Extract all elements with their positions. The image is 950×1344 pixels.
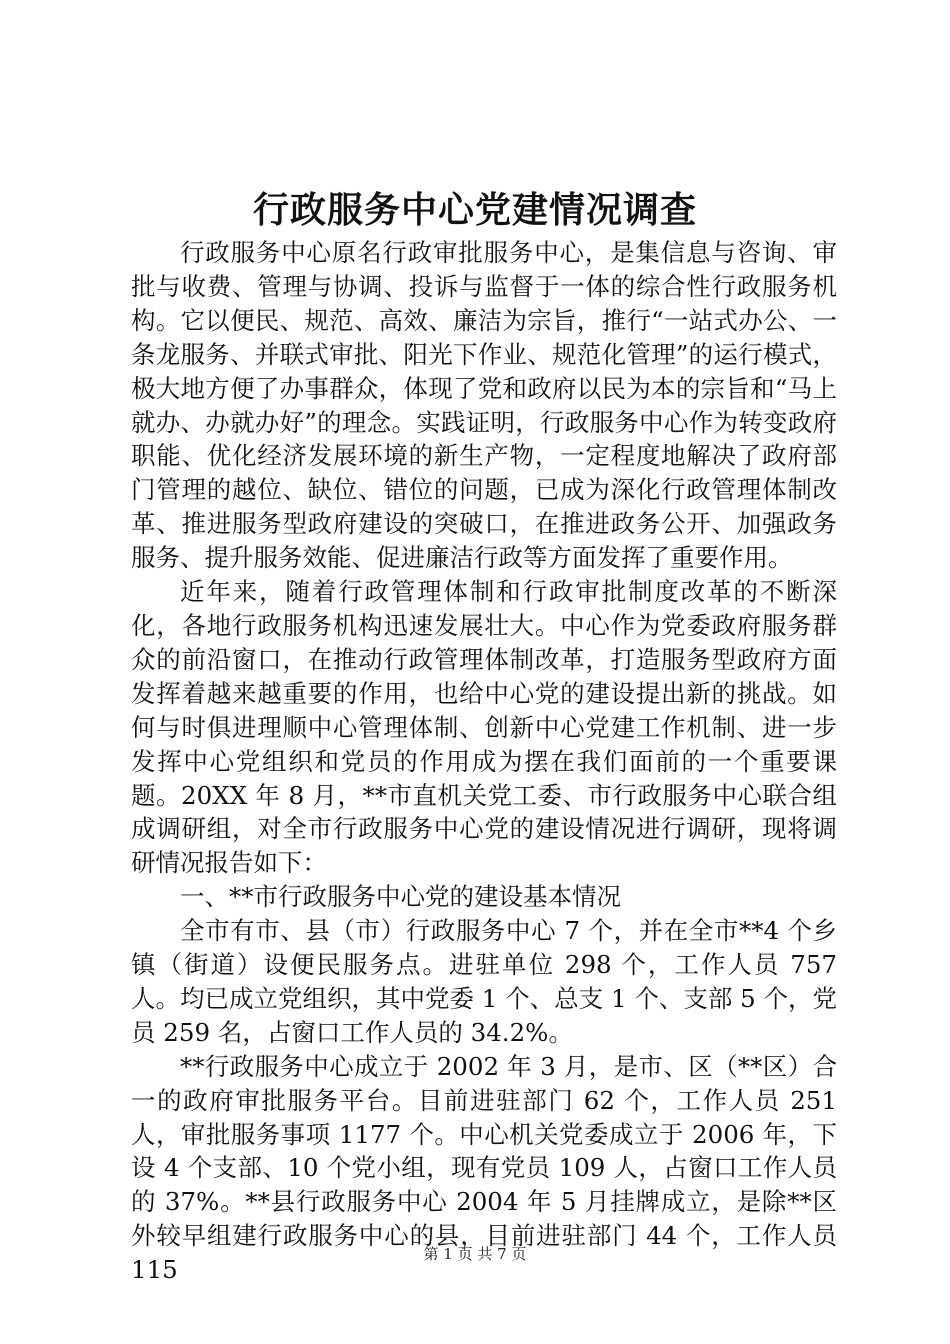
paragraph-overview: 全市有市、县（市）行政服务中心 7 个，并在全市**4 个乡镇（街道）设便民服务点。进驻单位 298 个，工作人员 757 人。均已成立党组织，其中党委 1 个、总支 1 个、支部 5 个，党员 259 名，占窗口工作人员的 34.2%。 [131,916,837,1047]
page-footer: 第 1 页 共 7 页 [423,1245,527,1263]
document-body [131,236,837,1287]
section-heading: 一、**市行政服务中心党的建设基本情况 [180,882,621,912]
paragraph-intro: 行政服务中心原名行政审批服务中心，是集信息与咨询、审批与收费、管理与协调、投诉与监督于一体的综合性行政服务机构。它以便民、规范、高效、廉洁为宗旨，推行“一站式办公、一条龙服务、并联式审批、阳光下作业、规范化管理”的运行模式，极大地方便了办事群众，体现了党和政府以民为本的宗旨和“马上就办、办就办好”的理念。实践证明，行政服务中心作为转变政府职能、优化经济发展环境的新生产物，一定程度地解决了政府部门管理的越位、缺位、错位的问题，已成为深化行政管理体制改革、推进服务型政府建设的突破口，在推进政务公开、加强政务服务、提升服务效能、促进廉洁行政等方面发挥了重要作用。 [131,238,837,573]
document-title: 行政服务中心党建情况调查 [252,189,697,231]
paragraph-background: 近年来，随着行政管理体制和行政审批制度改革的不断深化，各地行政服务机构迅速发展壮大。中心作为党委政府服务群众的前沿窗口，在推动行政管理体制改革，打造服务型政府方面发挥着越来越重要的作用，也给中心党的建设提出新的挑战。如何与时俱进理顺中心管理体制、创新中心党建工作机制、进一步发挥中心党组织和党员的作用成为摆在我们面前的一个重要课题。20XX 年 8 月，**市直机关党工委、市行政服务中心联合组成调研组，对全市行政服务中心党的建设情况进行调研，现将调研情况报告如下： [131,577,837,878]
paragraph-details: **行政服务中心成立于 2002 年 3 月，是市、区（**区）合一的政府审批服务平台。目前进驻部门 62 个，工作人员 251 人，审批服务事项 1177 个。中心机关党委成立于 2006 年，下设 4 个支部、10 个党小组，现有党员 109 人，占窗口工作人员的 37%。**县行政服务中心 2004 年 5 月挂牌成立，是除**区外较早组建行政服务中心的县，目前进驻部门 44 个，工作人员 115 [131,1051,837,1285]
